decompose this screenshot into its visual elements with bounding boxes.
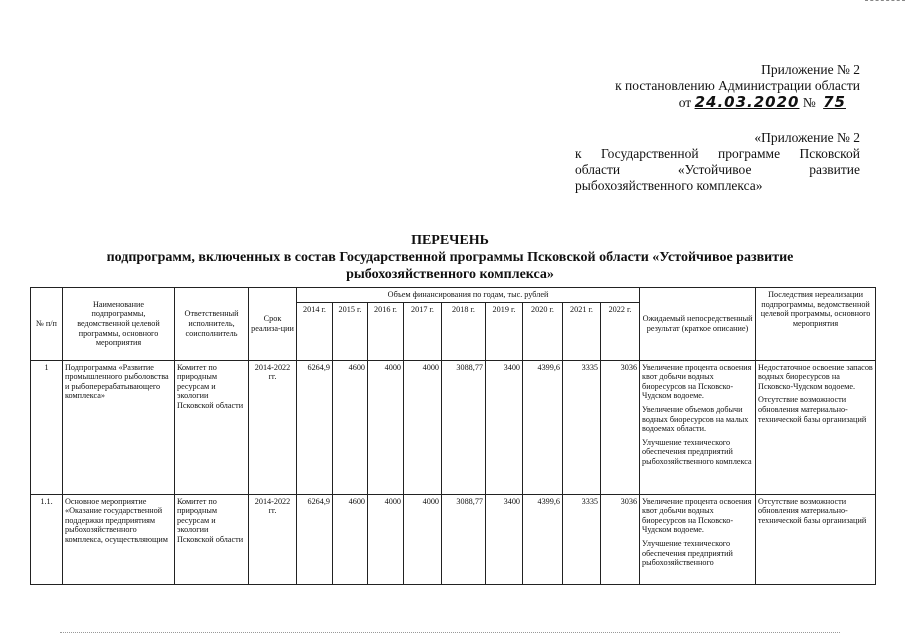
row-results	[640, 360, 756, 494]
row-value: 3400	[486, 494, 523, 584]
row-results	[640, 494, 756, 584]
handwritten-number: 75	[823, 93, 846, 111]
table-row	[31, 360, 876, 494]
row-value: 6264,9	[297, 360, 333, 494]
program-appendix-line-4: рыбохозяйственного комплекса»	[575, 178, 763, 193]
appendix-reference: к постановлению Администрации области	[615, 78, 860, 93]
header-consequences: Последствия нереализации подпрограммы, ведомственной целевой программы, основного мероприятия	[756, 288, 876, 361]
row-term: 2014-2022 гг.	[249, 494, 297, 584]
document-heading	[40, 232, 860, 283]
scan-artifact	[60, 632, 840, 634]
row-value: 4000	[368, 494, 404, 584]
header-year: 2014 г.	[297, 302, 333, 360]
header-year: 2020 г.	[523, 302, 563, 360]
header-term: Срок реализа-ции	[249, 288, 297, 361]
consequence-item: Недостаточное освоение запасов водных биоресурсов на Псковско-Чудском водоеме.	[758, 362, 873, 391]
heading-subtitle-1: подпрограмм, включенных в состав Государственной программы Псковской области «Устойчивое развитие	[106, 250, 794, 265]
row-value: 4399,6	[523, 494, 563, 584]
header-year: 2019 г.	[486, 302, 523, 360]
row-responsible: Комитет по природным ресурсам и экологии Псковской области	[175, 360, 249, 494]
subprograms-table	[30, 287, 876, 585]
row-num: 1	[31, 360, 63, 494]
appendix-title: Приложение № 2	[761, 62, 860, 77]
row-value: 3400	[486, 360, 523, 494]
header-year: 2018 г.	[442, 302, 486, 360]
consequence-item: Отсутствие возможности обновления материально-технической базы организаций	[758, 395, 867, 424]
row-responsible: Комитет по природным ресурсам и экологии Псковской области	[175, 494, 249, 584]
row-name: Подпрограмма «Развитие промышленного рыболовства и рыбоперерабатывающего комплекса»	[63, 360, 175, 494]
header-year: 2017 г.	[404, 302, 442, 360]
number-prefix: №	[802, 95, 816, 110]
row-value: 3335	[563, 360, 601, 494]
row-value: 4000	[404, 360, 442, 494]
date-prefix: от	[678, 95, 692, 110]
program-appendix-line-3: области «Устойчивое развитие	[575, 162, 860, 177]
program-appendix-line-2: к Государственной программе Псковской	[575, 146, 860, 161]
result-item: Улучшение технического обеспечения предприятий рыбохозяйственного комплекса	[642, 437, 752, 466]
row-value: 4600	[333, 494, 368, 584]
row-name: Основное мероприятие «Оказание государственной поддержки предприятиям рыбохозяйственного комплекса, осуществляющим	[63, 494, 175, 584]
appendix-date-line	[560, 94, 860, 111]
header-year: 2021 г.	[563, 302, 601, 360]
result-item: Увеличение процента освоения квот добычи водных биоресурсов на Псковско-Чудском водоеме.	[642, 496, 752, 535]
scan-artifact	[865, 0, 905, 11]
header-name: Наименование подпрограммы, ведомственной целевой программы, основного мероприятия	[63, 288, 175, 361]
row-num: 1.1.	[31, 494, 63, 584]
heading-title: ПЕРЕЧЕНЬ	[411, 233, 489, 248]
row-value: 4600	[333, 360, 368, 494]
row-value: 3036	[601, 360, 640, 494]
result-item: Увеличение процента освоения квот добычи водных биоресурсов на Псковско-Чудском водоеме.	[642, 362, 752, 401]
row-value: 3335	[563, 494, 601, 584]
header-funding: Объем финансирования по годам, тыс. рублей	[297, 288, 640, 303]
program-appendix-block	[575, 130, 860, 194]
header-year: 2022 г.	[601, 302, 640, 360]
header-num: № п/п	[31, 288, 63, 361]
row-value: 3088,77	[442, 494, 486, 584]
heading-subtitle-2: рыбохозяйственного комплекса»	[346, 267, 554, 282]
row-value: 3088,77	[442, 360, 486, 494]
appendix-block	[560, 62, 860, 111]
row-value: 4399,6	[523, 360, 563, 494]
program-appendix-title: «Приложение № 2	[754, 130, 860, 145]
header-year: 2015 г.	[333, 302, 368, 360]
result-item: Улучшение технического обеспечения предприятий рыбохозяйственного	[642, 538, 733, 568]
table-row	[31, 494, 876, 584]
row-value: 4000	[368, 360, 404, 494]
consequence-item: Отсутствие возможности обновления материально-технической базы организаций	[758, 496, 867, 525]
header-result: Ожидаемый непосредственный результат (краткое описание)	[640, 288, 756, 361]
row-value: 3036	[601, 494, 640, 584]
handwritten-date: 24.03.2020	[694, 93, 800, 111]
result-item: Увеличение объемов добычи водных биоресурсов на малых водоемах области.	[642, 404, 749, 434]
row-consequences	[756, 494, 876, 584]
row-consequences	[756, 360, 876, 494]
row-value: 4000	[404, 494, 442, 584]
row-value: 6264,9	[297, 494, 333, 584]
header-year: 2016 г.	[368, 302, 404, 360]
row-term: 2014-2022 гг.	[249, 360, 297, 494]
header-responsible: Ответственный исполнитель, соисполнитель	[175, 288, 249, 361]
